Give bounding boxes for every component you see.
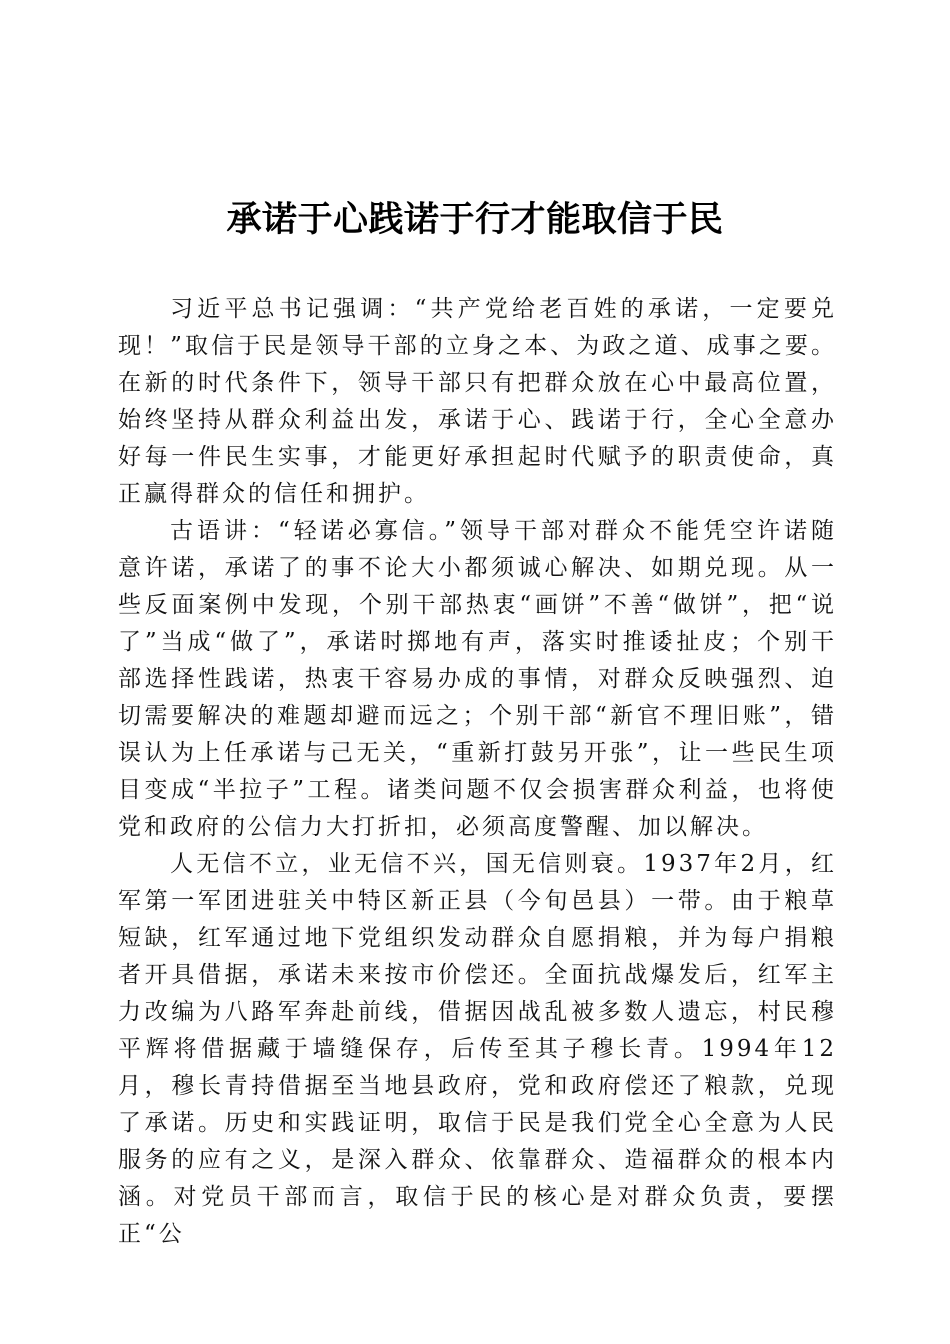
paragraph-1: 习近平总书记强调：“共产党给老百姓的承诺，一定要兑现！”取信于民是领导干部的立身之本、为政之道、成事之要。在新的时代条件下，领导干部只有把群众放在心中最高位置，始终坚持从群众利益出发，承诺于心、践诺于行，全心全意办好每一件民生实事，才能更好承担起时代赋予的职责使命，真正赢得群众的信任和拥护。 — [118, 296, 837, 507]
paragraph-2: 古语讲：“轻诺必寡信。”领导干部对群众不能凭空许诺随意许诺，承诺了的事不论大小都须诚心解决、如期兑现。从一些反面案例中发现，个别干部热衷“画饼”不善“做饼”，把“说了”当成“做了”，承诺时掷地有声，落实时推诿扯皮；个别干部选择性践诺，热衷干容易办成的事情，对群众反映强烈、迫切需要解决的难题却避而远之；个别干部“新官不理旧账”，错误认为上任承诺与己无关，“重新打鼓另开张”，让一些民生项目变成“半拉子”工程。诸类问题不仅会损害群众利益，也将使党和政府的公信力大打折扣，必须高度警醒、加以解决。 — [118, 518, 837, 840]
paragraph-3: 人无信不立，业无信不兴，国无信则衰。1937年2月，红军第一军团进驻关中特区新正县（今旬邑县）一带。由于粮草短缺，红军通过地下党组织发动群众自愿捐粮，并为每户捐粮者开具借据，承诺未来按市价偿还。全面抗战爆发后，红军主力改编为八路军奔赴前线，借据因战乱被多数人遗忘，村民穆平辉将借据藏于墙缝保存，后传至其子穆长青。1994年12月，穆长青持借据至当地县政府，党和政府偿还了粮款，兑现了承诺。历史和实践证明，取信于民是我们党全心全意为人民服务的应有之义，是深入群众、依靠群众、造福群众的根本内涵。对党员干部而言，取信于民的核心是对群众负责，要摆正“公 — [118, 851, 837, 1247]
document-title: 承诺于心践诺于行才能取信于民 — [226, 199, 724, 240]
document-body — [118, 291, 837, 1253]
